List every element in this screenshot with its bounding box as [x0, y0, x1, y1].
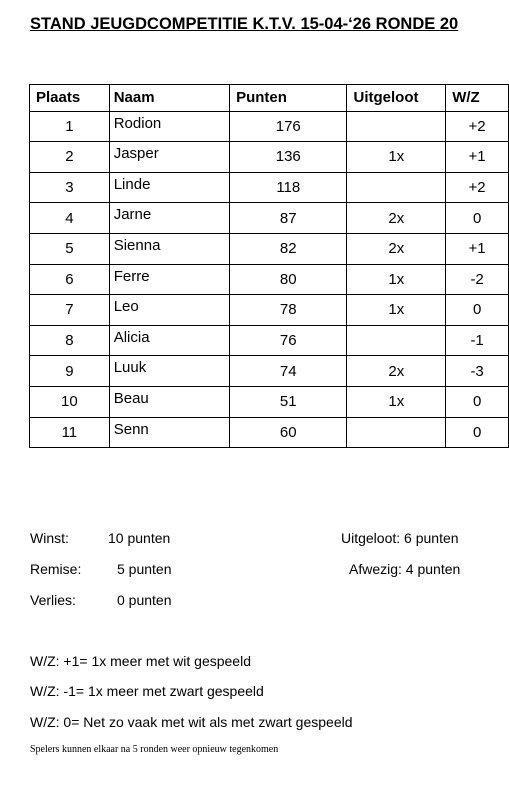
verlies-value: 0 punten — [117, 592, 172, 608]
cell-punten: 87 — [230, 203, 347, 234]
cell-uitgeloot: 2x — [347, 233, 446, 264]
cell-plaats: 7 — [30, 295, 110, 326]
cell-naam: Jarne — [109, 203, 229, 234]
cell-plaats: 9 — [30, 356, 110, 387]
verlies-label: Verlies: — [30, 592, 76, 608]
legend-line-3: W/Z: 0= Net zo vaak met wit als met zwart gespeeld — [30, 714, 353, 730]
remise-label: Remise: — [30, 561, 82, 577]
cell-punten: 82 — [230, 233, 347, 264]
cell-wz: 0 — [446, 295, 509, 326]
cell-uitgeloot: 1x — [347, 295, 446, 326]
cell-naam: Sienna — [109, 233, 229, 264]
cell-naam: Alicia — [109, 325, 229, 356]
table-row — [30, 172, 509, 203]
cell-naam: Leo — [109, 295, 229, 326]
cell-wz: +1 — [446, 142, 509, 173]
cell-punten: 74 — [230, 356, 347, 387]
standings-table — [29, 84, 509, 448]
table-row — [30, 356, 509, 387]
cell-naam: Ferre — [109, 264, 229, 295]
footnote: Spelers kunnen elkaar na 5 ronden weer opnieuw tegenkomen — [30, 744, 279, 755]
winst-label: Winst: — [30, 530, 69, 546]
cell-plaats: 10 — [30, 386, 110, 417]
cell-wz: 0 — [446, 203, 509, 234]
cell-uitgeloot: 2x — [347, 203, 446, 234]
cell-wz: -1 — [446, 325, 509, 356]
header-wz: W/Z — [446, 85, 509, 112]
cell-naam: Senn — [109, 417, 229, 448]
header-plaats: Plaats — [30, 85, 110, 112]
cell-wz: +2 — [446, 172, 509, 203]
cell-uitgeloot — [347, 325, 446, 356]
cell-wz: +2 — [446, 111, 509, 142]
cell-uitgeloot — [347, 111, 446, 142]
afwezig-points: Afwezig: 4 punten — [349, 561, 461, 577]
cell-plaats: 2 — [30, 142, 110, 173]
cell-uitgeloot — [347, 172, 446, 203]
legend-line-1: W/Z: +1= 1x meer met wit gespeeld — [30, 653, 251, 669]
cell-punten: 136 — [230, 142, 347, 173]
cell-uitgeloot: 1x — [347, 264, 446, 295]
cell-plaats: 8 — [30, 325, 110, 356]
cell-punten: 118 — [230, 172, 347, 203]
cell-wz: -3 — [446, 356, 509, 387]
legend-line-2: W/Z: -1= 1x meer met zwart gespeeld — [30, 683, 264, 699]
table-row — [30, 386, 509, 417]
remise-value: 5 punten — [117, 561, 172, 577]
page-title: STAND JEUGDCOMPETITIE K.T.V. 15-04-‘26 RONDE 20 — [30, 15, 459, 33]
cell-uitgeloot: 1x — [347, 386, 446, 417]
cell-naam: Linde — [109, 172, 229, 203]
cell-plaats: 1 — [30, 111, 110, 142]
cell-plaats: 4 — [30, 203, 110, 234]
cell-naam: Beau — [109, 386, 229, 417]
cell-uitgeloot: 2x — [347, 356, 446, 387]
table-row — [30, 203, 509, 234]
table-row — [30, 325, 509, 356]
cell-naam: Luuk — [109, 356, 229, 387]
cell-punten: 76 — [230, 325, 347, 356]
cell-naam: Rodion — [109, 111, 229, 142]
cell-wz: 0 — [446, 386, 509, 417]
uitgeloot-points: Uitgeloot: 6 punten — [341, 530, 459, 546]
cell-punten: 176 — [230, 111, 347, 142]
table-row — [30, 264, 509, 295]
cell-plaats: 6 — [30, 264, 110, 295]
winst-value: 10 punten — [108, 530, 171, 546]
table-row — [30, 417, 509, 448]
cell-plaats: 3 — [30, 172, 110, 203]
header-uitgeloot: Uitgeloot — [347, 85, 446, 112]
cell-naam: Jasper — [109, 142, 229, 173]
header-naam: Naam — [109, 85, 229, 112]
cell-punten: 60 — [230, 417, 347, 448]
table-row — [30, 111, 509, 142]
table-row — [30, 233, 509, 264]
cell-punten: 80 — [230, 264, 347, 295]
cell-uitgeloot: 1x — [347, 142, 446, 173]
cell-punten: 51 — [230, 386, 347, 417]
cell-uitgeloot — [347, 417, 446, 448]
header-punten: Punten — [230, 85, 347, 112]
cell-punten: 78 — [230, 295, 347, 326]
table-row — [30, 295, 509, 326]
cell-wz: -2 — [446, 264, 509, 295]
cell-wz: 0 — [446, 417, 509, 448]
cell-wz: +1 — [446, 233, 509, 264]
table-header-row — [30, 85, 509, 112]
cell-plaats: 11 — [30, 417, 110, 448]
table-row — [30, 142, 509, 173]
cell-plaats: 5 — [30, 233, 110, 264]
